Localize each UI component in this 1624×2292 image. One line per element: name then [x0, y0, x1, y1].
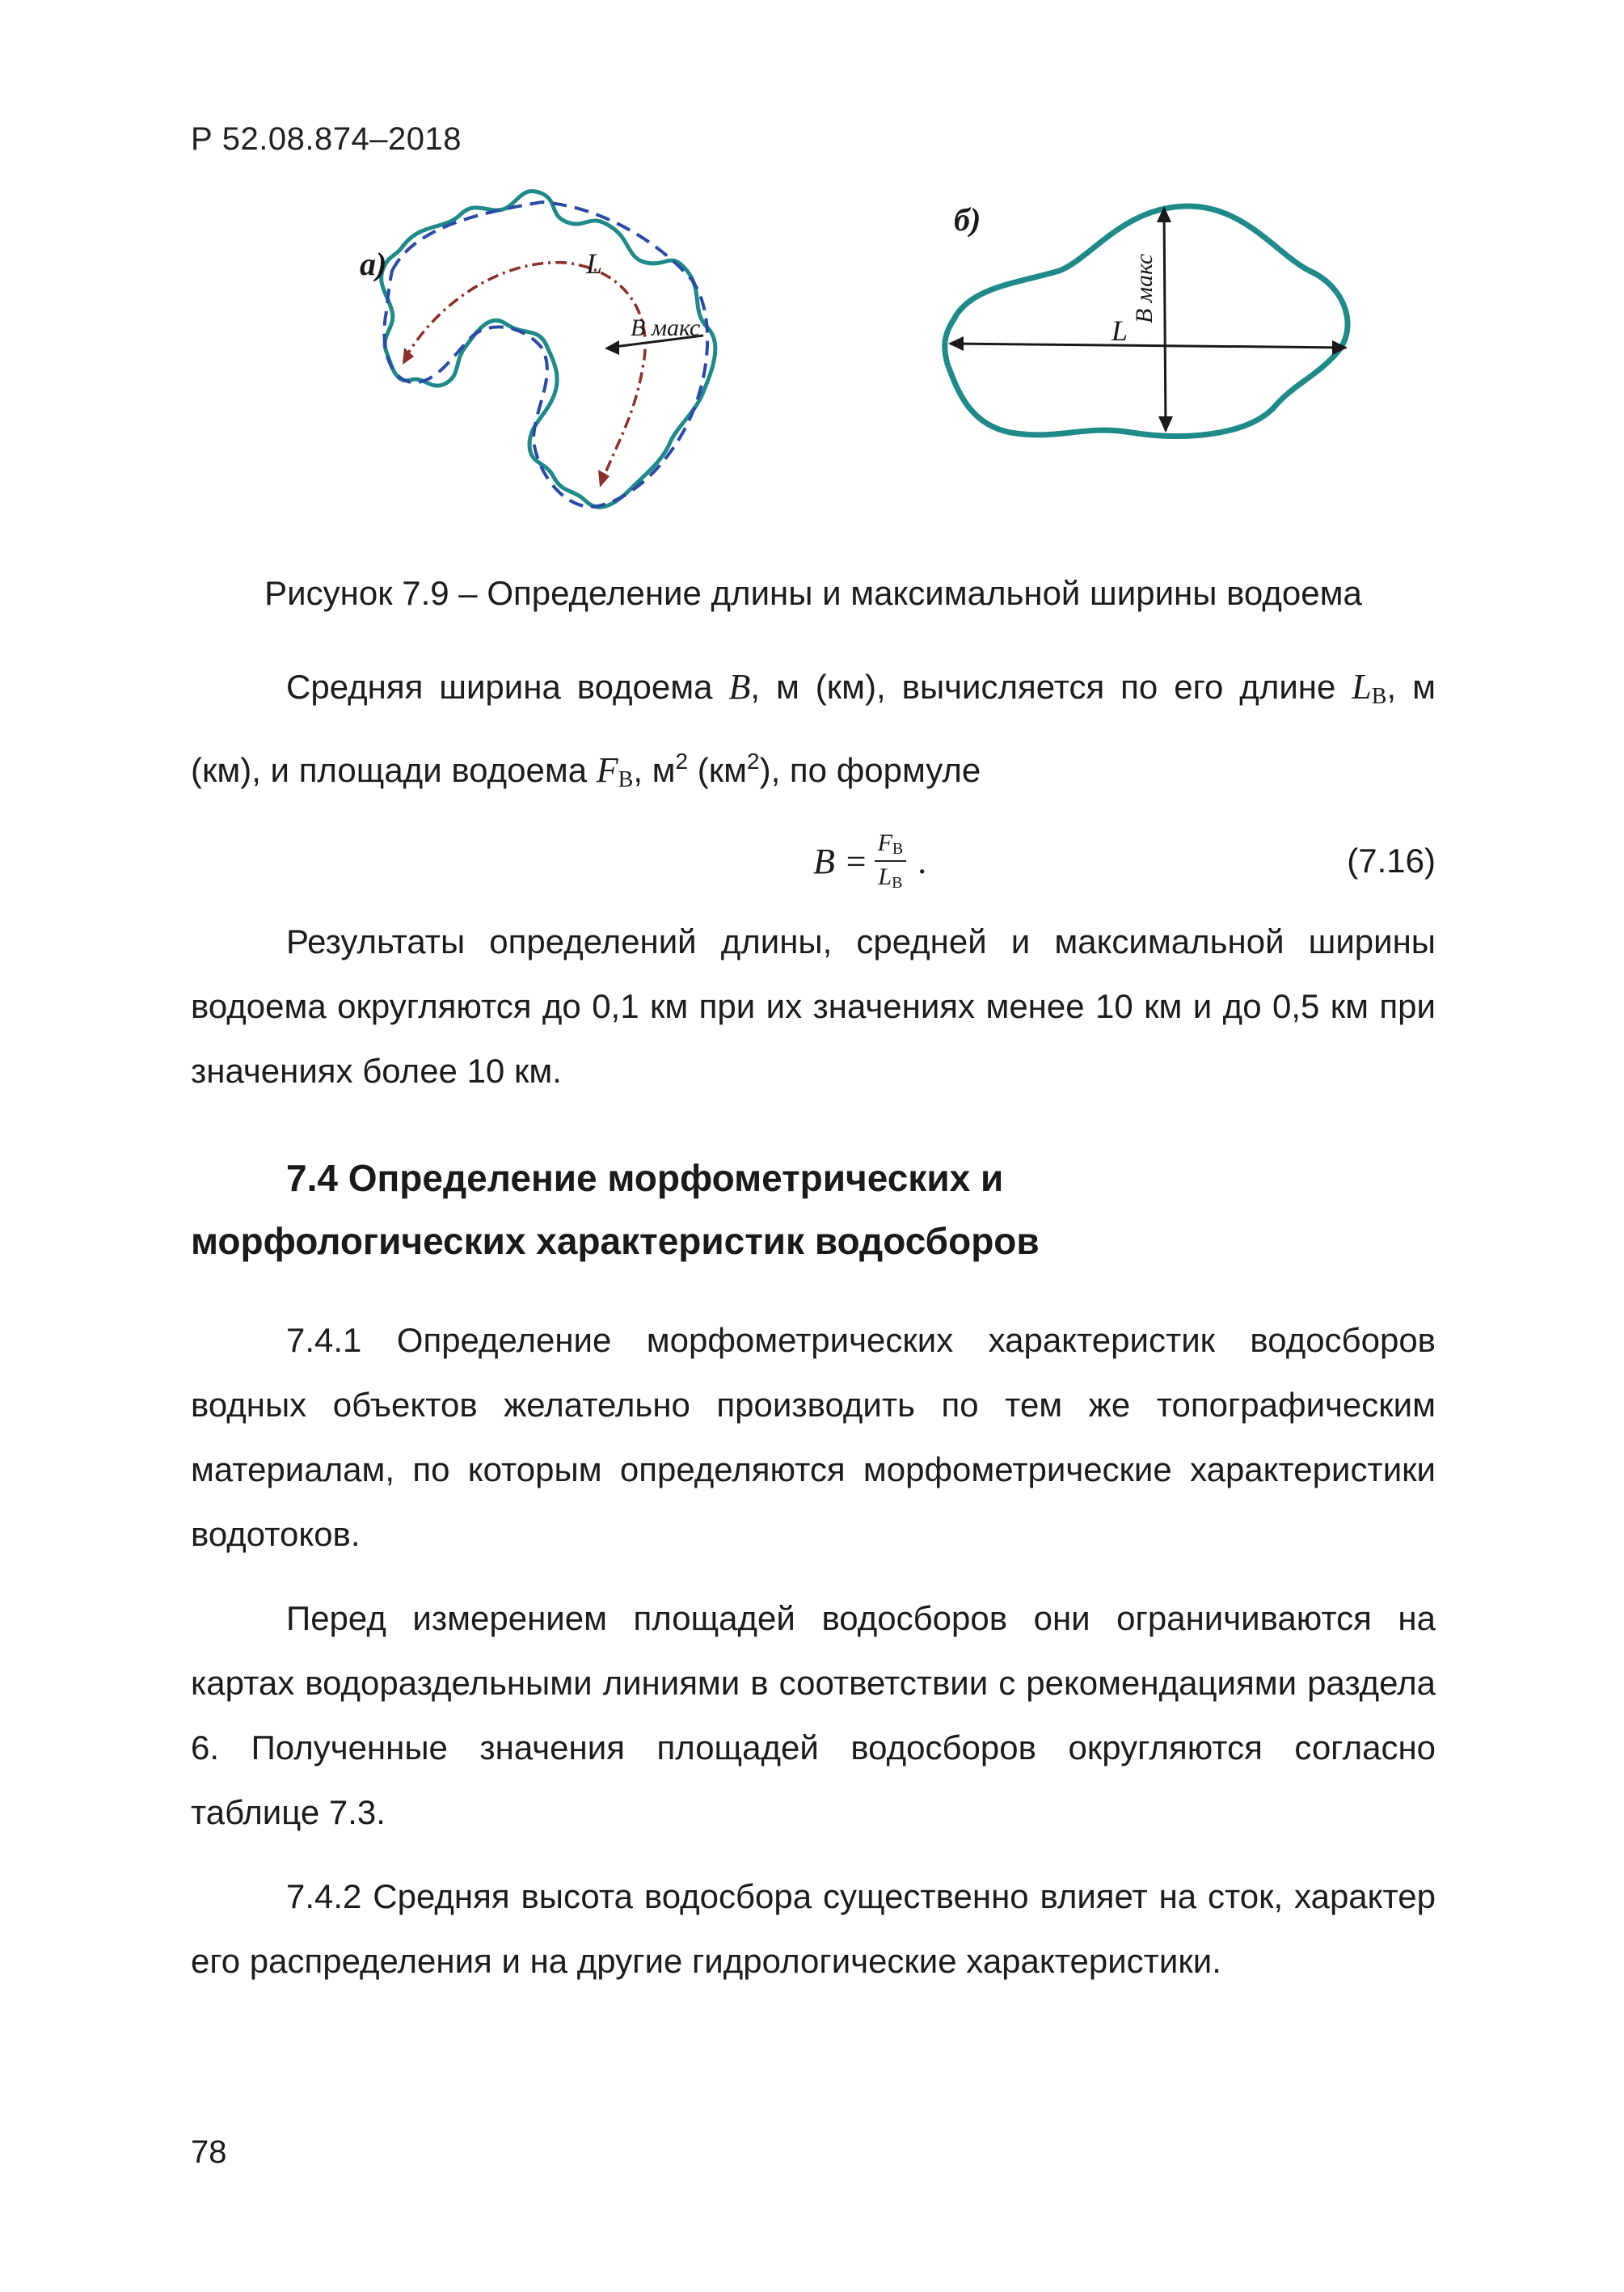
formula-expression [813, 821, 926, 901]
variable-f-letter: F [596, 750, 618, 790]
variable-l-letter: L [1352, 667, 1372, 707]
figure-illustration [356, 182, 1366, 538]
document-code-header: Р 52.08.874–2018 [191, 121, 462, 157]
numerator-subscript: В [892, 840, 904, 858]
fraction-denominator [875, 862, 905, 893]
formula-lhs: B = [813, 841, 868, 881]
text-span: 7.4.2 Средняя высота водосбора существенно влияет на сток, характер его распределения и на другие гидрологические характеристики. [191, 1877, 1436, 1980]
text-span: , м [633, 751, 676, 789]
text-span: ), по формуле [759, 751, 981, 789]
paragraph-7-4-1 [191, 1308, 1436, 1567]
figure-b-length-line [950, 344, 1346, 348]
text-span: (км [688, 751, 748, 789]
figure-7-9 [356, 182, 1366, 538]
figure-a-length-arrow-end [598, 470, 610, 488]
figure-b-length-arrow-left [948, 336, 964, 351]
figure-a-width-label: B макс [631, 314, 701, 341]
figure-caption: Рисунок 7.9 – Определение длины и максимальной ширины водоема [264, 574, 1362, 612]
figure-a-length-arrow-start [403, 348, 414, 365]
formula-fraction [875, 829, 907, 893]
paragraph-rounding [191, 910, 1436, 1104]
figure-a-label: а) [360, 246, 387, 282]
figure-b-width-arrow-bottom [1158, 416, 1173, 433]
text-span: Результаты определений длины, средней и максимальной ширины водоема округляются до 0,1 км при их значениях менее 10 км и до 0,5 км при значениях более 10 км. [191, 922, 1436, 1090]
text-span: Средняя ширина водоема [286, 668, 729, 706]
figure-a-length-label: L [586, 247, 603, 280]
denominator-letter: L [878, 863, 892, 890]
figure-b-width-line [1164, 208, 1166, 431]
heading-text: 7.4 Определение морфометрических и [286, 1157, 1004, 1199]
fraction-numerator [875, 829, 907, 862]
figure-b-length-label: L [1111, 314, 1128, 347]
text-span: , м (км), вычисляется по его длине [750, 668, 1352, 706]
text-span: , м (км), и площади водоема [191, 668, 1436, 789]
superscript: 2 [675, 749, 689, 774]
variable-f [597, 750, 634, 790]
text-span: 7.4.1 Определение морфометрических характеристик водосборов водных объектов желательно производить по тем же топографическим материалам, по которым определяются морфометрические характеристики водотоков. [191, 1321, 1436, 1553]
numerator-letter: F [877, 829, 892, 856]
figure-b-width-label: B макс [1131, 253, 1158, 323]
formula-7-16 [191, 821, 1436, 901]
figure-b-label: б) [954, 201, 981, 238]
subscript: В [1371, 684, 1387, 709]
text-span: Перед измерением площадей водосборов они ограничиваются на картах водораздельными линиями в соответствии с рекомендациями раздела 6. Полученные значения площадей водосборов округляются согласно таблице 7.3. [191, 1599, 1436, 1831]
superscript: 2 [747, 749, 760, 774]
page-number: 78 [191, 2134, 227, 2170]
figure-a-reservoir [360, 191, 715, 507]
heading-line-1 [191, 1146, 1436, 1209]
heading-line-2: морфологических характеристик водосборов [191, 1220, 1040, 1262]
variable-l [1352, 667, 1386, 707]
paragraph-7-4-2 [191, 1864, 1436, 1994]
formula-period: . [917, 841, 927, 881]
figure-a-shoreline [382, 191, 715, 507]
paragraph-mean-width [191, 655, 1436, 813]
paragraph-watershed-areas [191, 1586, 1436, 1845]
variable-b: B [728, 667, 751, 707]
subscript: В [618, 767, 634, 792]
formula-number: (7.16) [1347, 842, 1436, 880]
denominator-subscript: В [892, 874, 903, 892]
figure-b-reservoir [945, 201, 1348, 437]
section-heading-7-4 [191, 1146, 1436, 1273]
figure-a-width-arrow [605, 340, 619, 355]
